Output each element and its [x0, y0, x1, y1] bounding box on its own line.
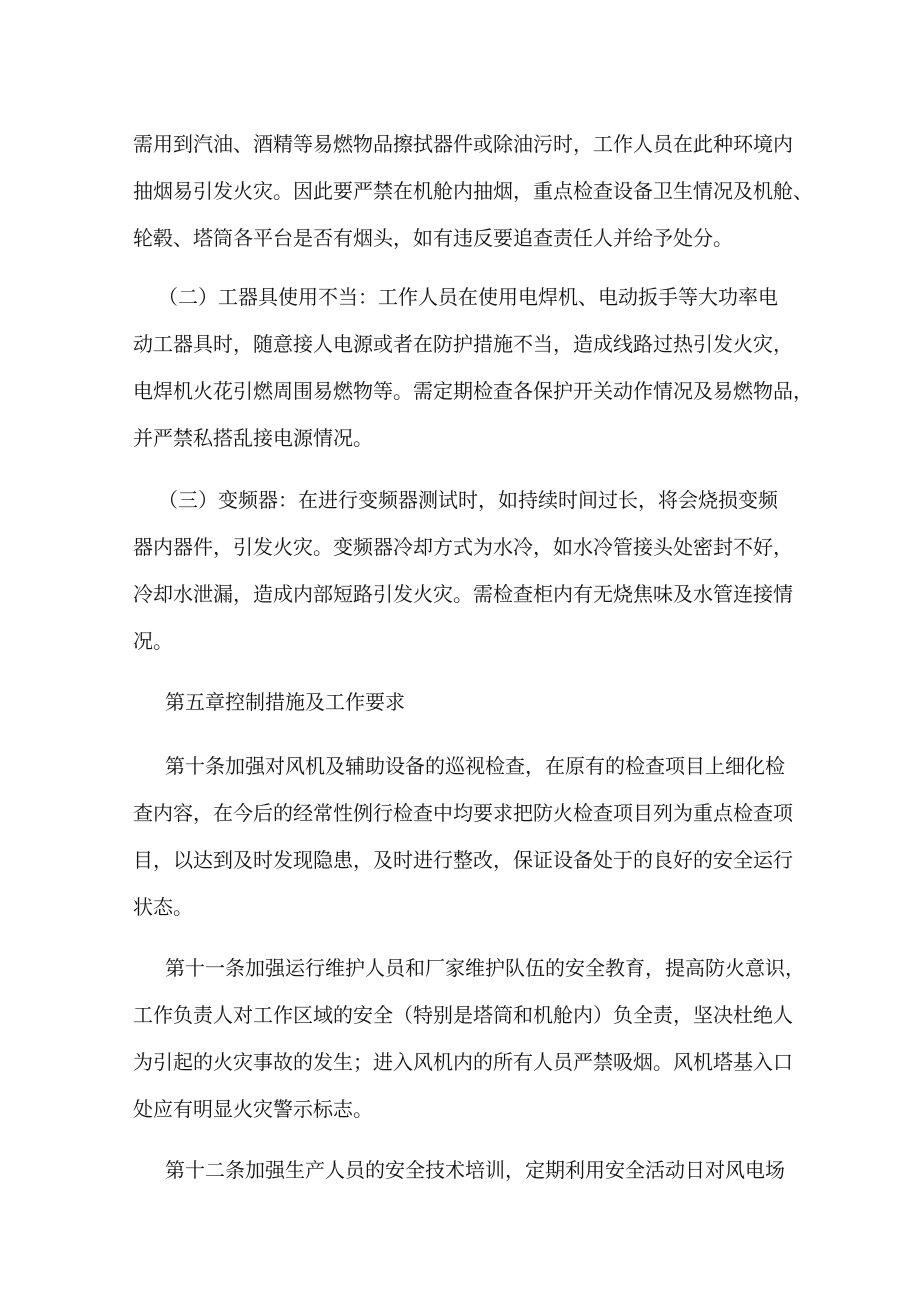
paragraph-3-line-3: 冷却水泄漏，造成内部短路引发火灾。需检查柜内有无烧焦味及水管连接情: [133, 582, 793, 606]
paragraph-3-line-1: （三）变频器：在进行变频器测试时，如持续时间过长，将会烧损变频: [158, 488, 778, 512]
article-11-line-4: 处应有明显火灾警示标志。: [133, 1097, 373, 1121]
article-10-line-4: 状态。: [133, 895, 193, 919]
paragraph-1-line-1: 需用到汽油、酒精等易燃物品擦拭器件或除油污时，工作人员在此种环境内: [133, 132, 793, 156]
paragraph-2-line-4: 并严禁私搭乱接电源情况。: [133, 426, 373, 450]
paragraph-2-line-3: 电焊机火花引燃周围易燃物等。需定期检查各保护开关动作情况及易燃物品，: [133, 379, 813, 403]
paragraph-2-line-2: 动工器具时，随意接人电源或者在防护措施不当，造成线路过热引发火灾，: [133, 332, 793, 356]
paragraph-2-line-1: （二）工器具使用不当：工作人员在使用电焊机、电动扳手等大功率电: [158, 285, 778, 309]
article-11-line-3: 为引起的火灾事故的发生；进入风机内的所有人员严禁吸烟。风机塔基入口: [133, 1050, 793, 1074]
article-10-line-2: 查内容，在今后的经常性例行检查中均要求把防火检查项目列为重点检查项: [133, 801, 793, 825]
article-12-line-1: 第十二条加强生产人员的安全技术培训，定期利用安全活动日对风电场: [165, 1158, 785, 1182]
paragraph-3-line-2: 器内器件，引发火灾。变频器冷却方式为水冷，如水冷管接头处密封不好，: [133, 535, 793, 559]
paragraph-3-line-4: 况。: [133, 629, 173, 653]
article-11-line-2: 工作负责人对工作区域的安全（特别是塔筒和机舱内）负全责，坚决杜绝人: [133, 1003, 793, 1027]
article-11-line-1: 第十一条加强运行维护人员和厂家维护队伍的安全教育，提高防火意识，: [165, 956, 805, 980]
article-10-line-3: 目，以达到及时发现隐患，及时进行整改，保证设备处于的良好的安全运行: [133, 848, 793, 872]
paragraph-1-line-3: 轮毂、塔筒各平台是否有烟头，如有违反要追查责任人并给予处分。: [133, 226, 733, 250]
paragraph-1-line-2: 抽烟易引发火灾。因此要严禁在机舱内抽烟，重点检查设备卫生情况及机舱、: [133, 179, 813, 203]
article-10-line-1: 第十条加强对风机及辅助设备的巡视检查，在原有的检查项目上细化检: [165, 754, 785, 778]
chapter-heading: 第五章控制措施及工作要求: [165, 690, 405, 714]
